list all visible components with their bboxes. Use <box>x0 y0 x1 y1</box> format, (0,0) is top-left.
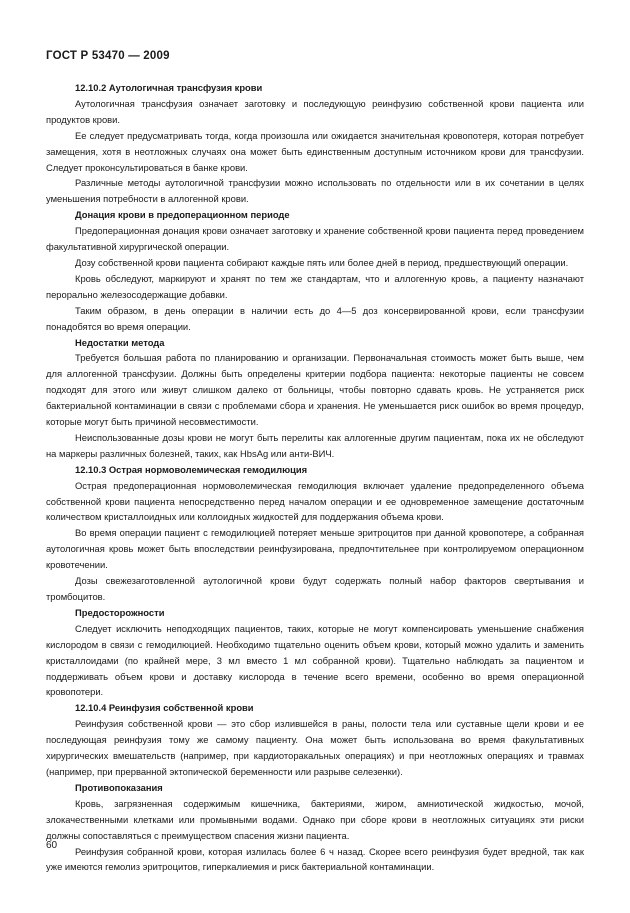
section-heading: Недостатки метода <box>75 336 165 348</box>
paragraph: Кровь, загрязненная содержимым кишечника, бактериями, жиром, амниотической жидкостью, мочой, злокачественными клетками или промывными водами. Однако при сборе крови в неотложных ситуациях эти риски должны сопоставляться с преимуществом спасения жизни пациента. <box>46 797 584 841</box>
paragraph: Различные методы аутологичной трансфузии можно использовать по отдельности или в их сочетании в целях уменьшения потребности в аллогенной крови. <box>46 177 584 205</box>
paragraph: Ее следует предусматривать тогда, когда произошла или ожидается значительная кровопотеря, которая потребует замещения, хотя в неотложных случаях она может быть единственным доступным источником крови для трансфузии. Следует проконсультироваться в банке крови. <box>46 129 584 173</box>
section-heading: Предосторожности <box>75 606 165 618</box>
section-heading: 12.10.2 Аутологичная трансфузия крови <box>75 82 263 93</box>
paragraph: Требуется большая работа по планированию и организации. Первоначальная стоимость может быть выше, чем для аллогенной трансфузии. Должны быть определены критерии подбора пациента: некоторые пациенты не совсем подходят для этого или живут слишком далеко от больницы, чтобы повторно сдавать кровь. Не устраняется риск бактериальной контаминации в связи с проблемами сбора и хранения. Не уменьшается риск ошибок во время процедур, которые могут быть причиной несовместимости. <box>46 352 584 428</box>
paragraph: Кровь обследуют, маркируют и хранят по тем же стандартам, что и аллогенную кровь, а пациенту назначают перорально железосодержащие добавки. <box>46 272 584 300</box>
paragraph: Таким образом, в день операции в наличии есть до 4—5 доз консервированной крови, если трансфузии понадобятся во время операции. <box>46 304 584 332</box>
paragraph: Острая предоперационная нормоволемическая гемодилюция включает удаление предопределенного объема собственной крови пациента непосредственно перед началом операции и ее одновременное замещение достаточным количеством кристаллоидных или коллоидных жидкостей для поддержания объема крови. <box>46 479 584 523</box>
section-heading: Противопоказания <box>75 781 163 793</box>
standard-header: ГОСТ Р 53470 — 2009 <box>46 50 170 62</box>
paragraph: Дозу собственной крови пациента собирают каждые пять или более дней в период, предшествующий операции. <box>75 256 569 268</box>
section-heading: 12.10.4 Реинфузия собственной крови <box>75 702 254 714</box>
paragraph: Дозы свежезаготовленной аутологичной крови будут содержать полный набор факторов свертывания и тромбоцитов. <box>46 575 584 602</box>
paragraph: Аутологичная трансфузия означает заготовку и последующую реинфузию собственной крови пациента или продуктов крови. <box>46 97 584 125</box>
paragraph: Во время операции пациент с гемодилюцией потеряет меньше эритроцитов при данной кровопотере, а собранная аутологичная кровь может быть впоследствии реинфузирована, предпочтительнее при контролируемом операционном кровотечении. <box>46 527 584 571</box>
paragraph: Реинфузия собранной крови, которая излилась более 6 ч назад. Скорее всего реинфузия будет вредной, так как уже имеются гемолиз эритроцитов, гиперкалиемия и риск бактериальной контаминации. <box>46 845 584 873</box>
paragraph: Предоперационная донация крови означает заготовку и хранение собственной крови пациента перед проведением факультативной хирургической операции. <box>46 225 584 253</box>
section-heading: 12.10.3 Острая нормоволемическая гемодилюция <box>75 463 308 475</box>
page-number: 60 <box>46 840 58 851</box>
document-body <box>46 80 584 875</box>
paragraph: Следует исключить неподходящих пациентов, таких, которые не могут компенсировать уменьшение снабжения кислородом в связи с гемодилюцией. Необходимо тщательно оценить объем крови, который можно удалить и заменить кристаллоидами (по крайней мере, 3 мл вместо 1 мл собранной крови). Тщательно наблюдать за пациентом и поддерживать объем крови и доставку кислорода в течение всего времени, особенно во время операционной кровопотери. <box>46 622 584 698</box>
paragraph: Неиспользованные дозы крови не могут быть перелиты как аллогенные другим пациентам, пока их не обследуют на маркеры различных болезней, таких, как HbsAg или анти-ВИЧ. <box>46 431 584 459</box>
section-heading: Донация крови в предоперационном периоде <box>75 209 290 221</box>
paragraph: Реинфузия собственной крови — это сбор излившейся в раны, полости тела или суставные щели крови и ее последующая реинфузия тому же самому пациенту. Она может быть использована во время факультативных хирургических вмешательств (например, при кардиоторакальных операциях) и при неотложных операциях и травмах (например, при прерванной эктопической беременности или разрыве селезенки). <box>46 718 584 777</box>
